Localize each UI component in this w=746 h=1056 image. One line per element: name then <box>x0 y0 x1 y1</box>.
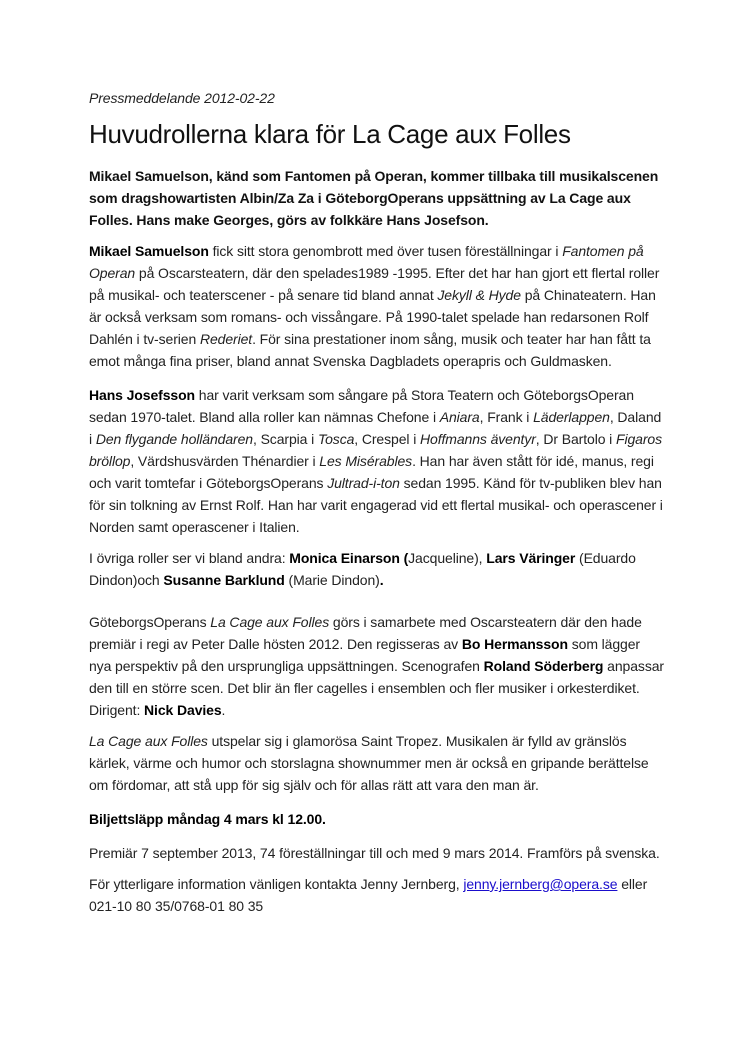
text-run: görs i samarbete med Oscarsteatern där den hade premiär i regi av Peter Dalle hösten 2012. Den regisseras av <box>89 614 642 652</box>
work-title: Jultrad-i-ton <box>327 475 400 491</box>
text-run: , Värdshusvärden Thénardier i <box>130 453 320 469</box>
work-title: La Cage aux Folles <box>89 733 208 749</box>
dateline: Pressmeddelande 2012-02-22 <box>89 90 275 106</box>
work-title: Aniara <box>439 409 480 425</box>
person-name: Roland Söderberg <box>483 658 604 674</box>
paragraph-cast <box>89 547 664 591</box>
person-name: Lars Väringer <box>486 550 576 566</box>
work-title: Läderlappen <box>533 409 610 425</box>
premiere-info: Premiär 7 september 2013, 74 föreställningar till och med 9 mars 2014. Framförs på svenska. <box>89 845 660 861</box>
text-run: . Han har även stått för idé, manus, regi och varit tomtefar i GöteborgsOperans <box>89 453 654 491</box>
person-name: Susanne Barklund <box>163 572 285 588</box>
ticket-release-text: Biljettsläpp måndag 4 mars kl 12.00. <box>89 811 326 827</box>
text-run: . <box>221 702 226 718</box>
person-name: Monica Einarson ( <box>289 550 409 566</box>
text-run: , Frank i <box>479 409 534 425</box>
text-run: eller 021-10 80 35/0768-01 80 35 <box>89 876 648 914</box>
text-run: (Marie Dindon) <box>284 572 380 588</box>
work-title: Rederiet <box>199 331 253 347</box>
text-run: på Chinateatern. Han är också verksam som romans- och vissångare. På 1990-talet spelade han redarsonen Rolf Dahlén i tv-serien <box>89 287 656 347</box>
text-run: . För sina prestationer inom sång, musik och teater har han fått ta emot många fina priser, bland annat Svenska Dagbladets operapris och Guldmasken. <box>89 331 651 369</box>
person-name: Mikael Samuelson <box>89 243 209 259</box>
text-run: , Daland i <box>89 409 662 447</box>
work-title: Tosca <box>317 431 355 447</box>
text-run: För ytterligare information vänligen kontakta Jenny Jernberg, <box>89 876 464 892</box>
text-run: utspelar sig i glamorösa Saint Tropez. Musikalen är fylld av gränslös kärlek, värme och humor och storslagna shownummer men är också en gripande berättelse om fördomar, att stå upp för sig själv och för allas rätt att vara den man är. <box>89 733 649 793</box>
text-run: har varit verksam som sångare på Stora Teatern och GöteborgsOperan sedan 1970-talet. Bland alla roller kan nämnas Chefone i <box>89 387 634 425</box>
text-run: som lägger nya perspektiv på den ursprungliga uppsättningen. Scenografen <box>89 636 640 674</box>
contact-info <box>89 873 664 917</box>
text-run: (Eduardo Dindon)och <box>89 550 636 588</box>
text-run: fick sitt stora genombrott med över tusen föreställningar i <box>208 243 563 259</box>
lead-paragraph: Mikael Samuelson, känd som Fantomen på Operan, kommer tillbaka till musikalscenen som dragshowartisten Albin/Za Za i GöteborgOperans uppsättning av La Cage aux Folles. Hans make Georges, görs av folkkäre Hans Josefson. <box>89 168 659 228</box>
text-run: , Crespel i <box>354 431 420 447</box>
email-link[interactable]: jenny.jernberg@opera.se <box>463 876 618 892</box>
person-name: Nick Davies <box>144 702 222 718</box>
text-run: sedan 1995. Känd för tv-publiken blev han för sin tolkning av Ernst Rolf. Han har varit engagerad vid ett flertal musikal- och operascener i Norden samt operascener i Italien. <box>89 475 663 535</box>
text-run: anpassar den till en större scen. Det blir än fler cagelles i ensemblen och fler musiker i orkesterdiket. Dirigent: <box>89 658 664 718</box>
work-title: Figaros bröllop <box>89 431 662 469</box>
work-title: Les Misérables <box>319 453 413 469</box>
text-run: . <box>379 572 384 588</box>
work-title: Jekyll & Hyde <box>437 287 521 303</box>
paragraph-synopsis <box>89 730 664 796</box>
page-title: Huvudrollerna klara för La Cage aux Folles <box>89 119 571 149</box>
paragraph-production <box>89 611 664 721</box>
ticket-release <box>89 808 664 830</box>
work-title: Fantomen på Operan <box>89 243 644 281</box>
work-title: Hoffmanns äventyr <box>420 431 536 447</box>
text-run: , Dr Bartolo i <box>535 431 616 447</box>
person-name: Hans Josefsson <box>89 387 195 403</box>
work-title: Den flygande holländaren <box>95 431 253 447</box>
paragraph-samuelson <box>89 240 664 372</box>
person-name: Bo Hermansson <box>461 636 568 652</box>
text-run: på Oscarsteatern, där den spelades1989 -1995. Efter det har han gjort ett flertal roller på musikal- och teaterscener - på senare tid bland annat <box>89 265 660 303</box>
work-title: La Cage aux Folles <box>210 614 330 630</box>
text-run: , Scarpia i <box>252 431 318 447</box>
press-release <box>89 88 664 917</box>
text-run: GöteborgsOperans <box>89 614 211 630</box>
text-run: Jacqueline), <box>408 550 487 566</box>
paragraph-josefsson <box>89 384 664 538</box>
text-run: I övriga roller ser vi bland andra: <box>89 550 290 566</box>
